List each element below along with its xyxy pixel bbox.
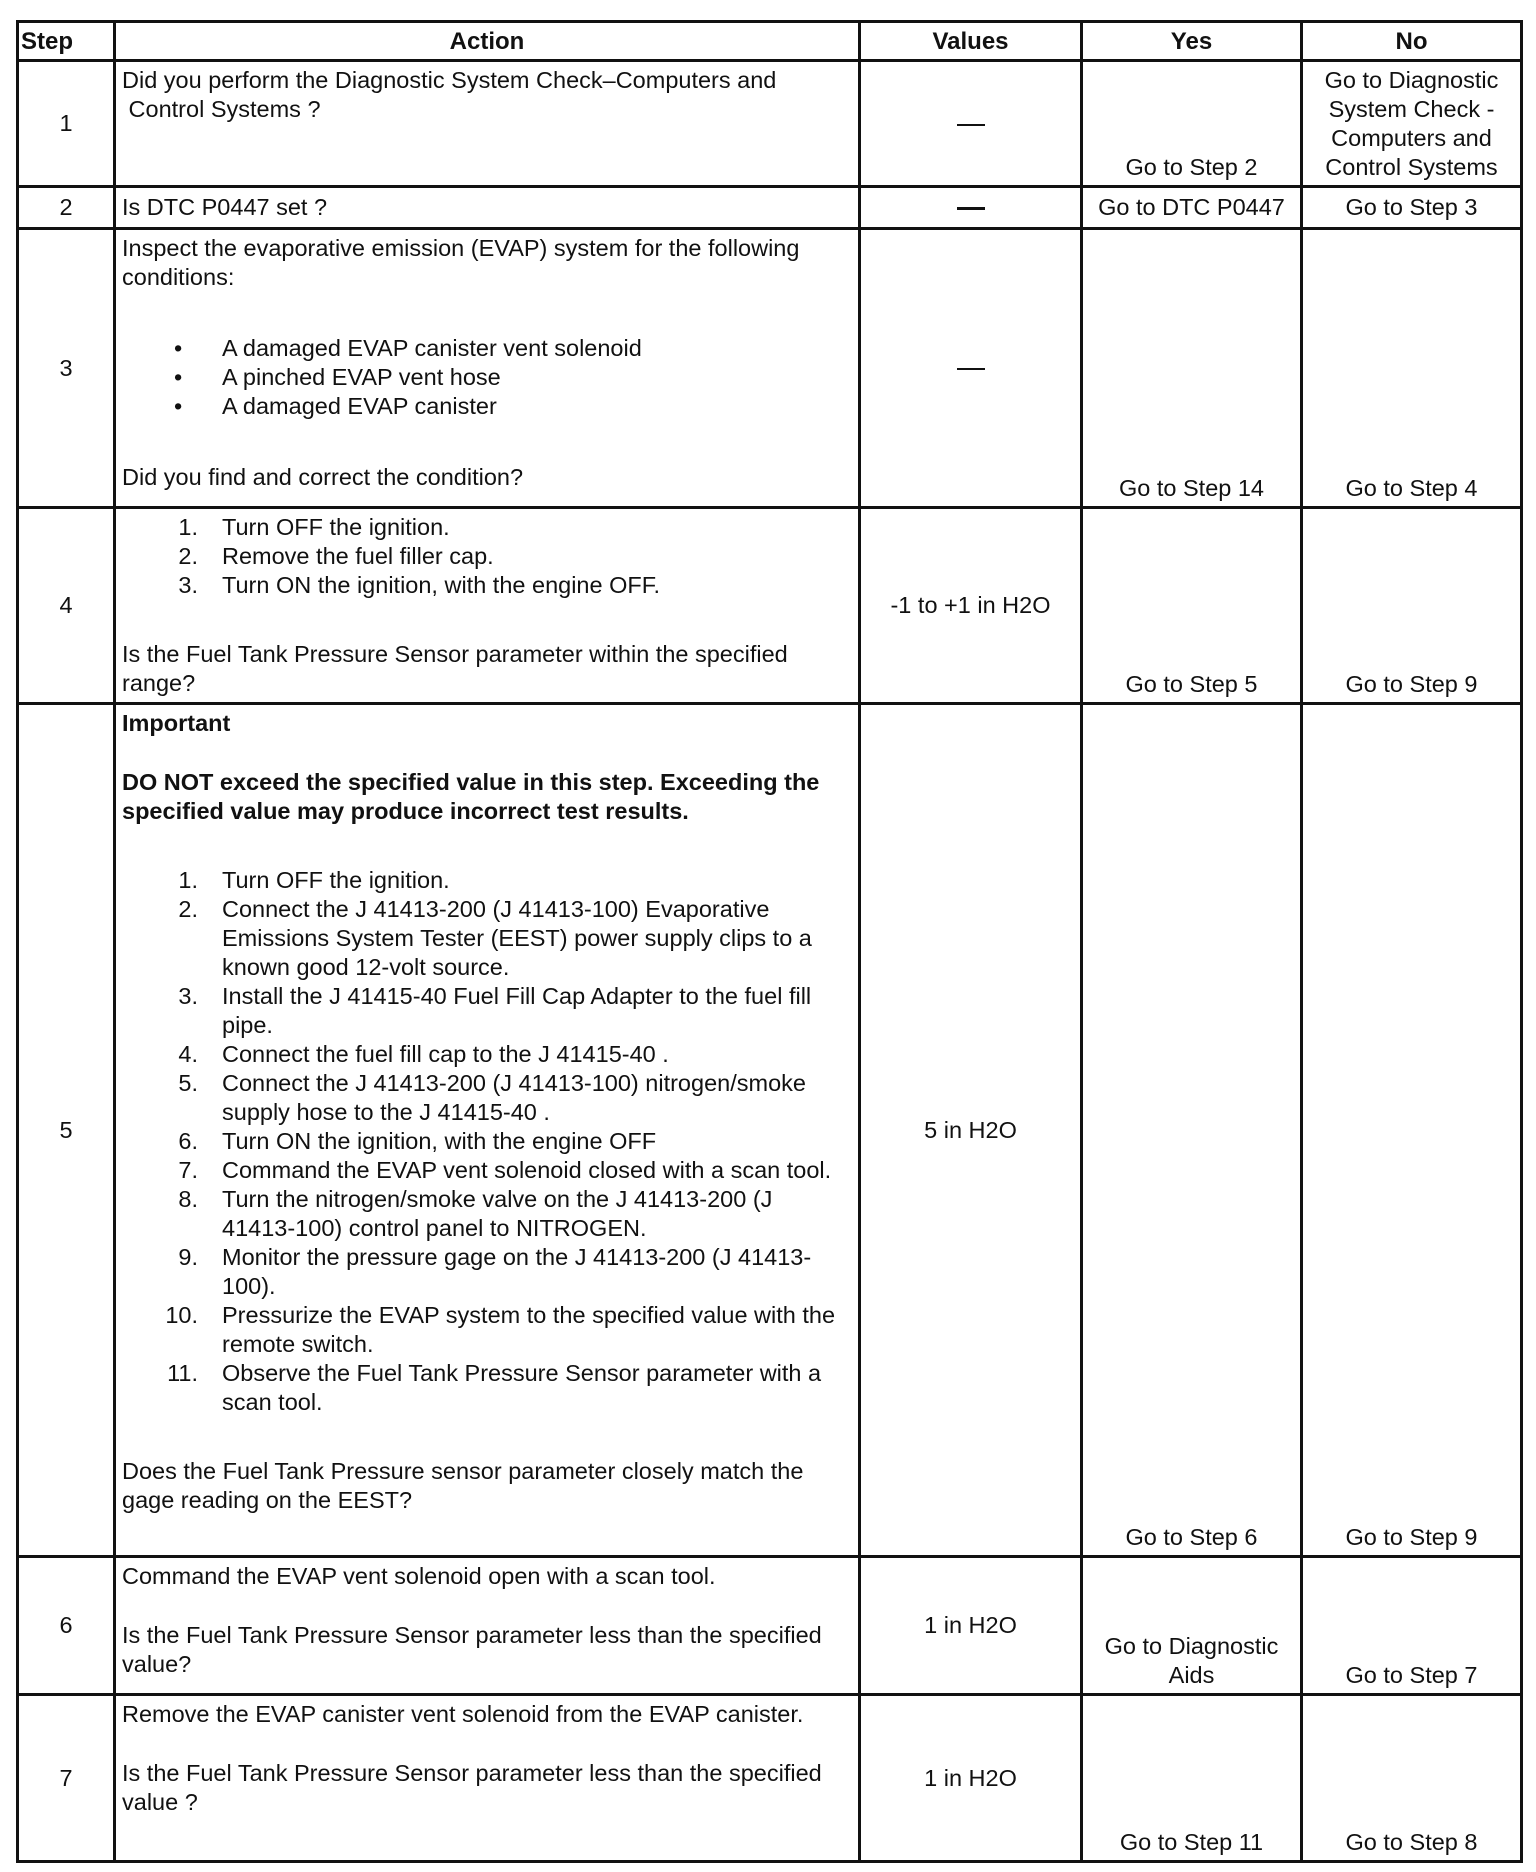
- diagnostic-table: [16, 20, 1523, 1863]
- list-item: 6. Turn ON the ignition, with the engine OFF: [178, 1128, 657, 1154]
- yes-cell: Go to Step 14: [1082, 229, 1302, 508]
- important-heading: Important: [122, 710, 231, 736]
- yes-cell: Go to Step 5: [1082, 508, 1302, 704]
- condition-list: [122, 334, 852, 421]
- em-dash: [957, 124, 985, 126]
- yes-cell: Go to Step 6: [1082, 704, 1302, 1557]
- list-item: 7. Command the EVAP vent solenoid closed with a scan tool.: [178, 1157, 832, 1183]
- list-item: • A pinched EVAP vent hose: [122, 363, 852, 392]
- header-row: [18, 22, 1522, 61]
- no-cell: Go to Step 9: [1302, 704, 1522, 1557]
- action-question: Is the Fuel Tank Pressure Sensor parameter within the specified range?: [122, 641, 788, 696]
- table-row: [18, 1557, 1522, 1695]
- action-intro: Inspect the evaporative emission (EVAP) system for the following conditions:: [122, 235, 800, 290]
- action-intro: Remove the EVAP canister vent solenoid from the EVAP canister.: [122, 1701, 804, 1727]
- no-cell: Go to Diagnostic System Check - Computers and Control Systems: [1302, 61, 1522, 187]
- step-number: 7: [18, 1695, 115, 1862]
- header-values: Values: [860, 22, 1082, 61]
- action-cell: [115, 229, 860, 508]
- table-row: [18, 1695, 1522, 1862]
- important-note: DO NOT exceed the specified value in this step. Exceeding the specified value may produce incorrect test results.: [122, 769, 820, 824]
- list-item: 10. Pressurize the EVAP system to the specified value with the remote switch.: [165, 1302, 836, 1357]
- step-number: 5: [18, 704, 115, 1557]
- no-cell: Go to Step 9: [1302, 508, 1522, 704]
- step-number: 6: [18, 1557, 115, 1695]
- yes-cell: Go to DTC P0447: [1082, 187, 1302, 229]
- action-question: Does the Fuel Tank Pressure sensor parameter closely match the gage reading on the EEST?: [122, 1458, 804, 1513]
- action-question: Is the Fuel Tank Pressure Sensor parameter less than the specified value ?: [122, 1760, 822, 1815]
- list-item: 2. Connect the J 41413-200 (J 41413-100) Evaporative Emissions System Tester (EEST) power supply clips to a known good 12-volt source.: [178, 896, 812, 980]
- value-cell: 5 in H2O: [860, 704, 1082, 1557]
- step-number: 1: [18, 61, 115, 187]
- action-intro: Command the EVAP vent solenoid open with a scan tool.: [122, 1563, 716, 1589]
- value-cell: [860, 229, 1082, 508]
- yes-cell: Go to Diagnostic Aids: [1082, 1557, 1302, 1695]
- list-item: 11. Observe the Fuel Tank Pressure Sensor parameter with a scan tool.: [167, 1360, 822, 1415]
- no-cell: Go to Step 3: [1302, 187, 1522, 229]
- list-item: 1. Turn OFF the ignition.: [178, 514, 450, 540]
- list-item: 1. Turn OFF the ignition.: [178, 867, 450, 893]
- em-dash: [957, 207, 985, 210]
- no-cell: Go to Step 8: [1302, 1695, 1522, 1862]
- value-cell: -1 to +1 in H2O: [860, 508, 1082, 704]
- list-item: 3. Install the J 41415-40 Fuel Fill Cap Adapter to the fuel fill pipe.: [178, 983, 812, 1038]
- value-cell: 1 in H2O: [860, 1695, 1082, 1862]
- yes-cell: Go to Step 11: [1082, 1695, 1302, 1862]
- action-cell: [115, 187, 860, 229]
- table-row: [18, 61, 1522, 187]
- action-cell: [115, 704, 860, 1557]
- diagnostic-table-sheet: [16, 20, 1523, 1863]
- list-item: 2. Remove the fuel filler cap.: [178, 543, 494, 569]
- list-item: • A damaged EVAP canister vent solenoid: [122, 334, 852, 363]
- action-text: Control Systems ?: [122, 96, 321, 122]
- value-cell: [860, 61, 1082, 187]
- action-text: Is DTC P0447 set ?: [122, 194, 328, 220]
- list-item: 9. Monitor the pressure gage on the J 41413-200 (J 41413-100).: [178, 1244, 812, 1299]
- step-number: 2: [18, 187, 115, 229]
- action-text: Did you perform the Diagnostic System Check–Computers and: [122, 67, 777, 93]
- step-number: 3: [18, 229, 115, 508]
- action-cell: [115, 61, 860, 187]
- header-action: Action: [115, 22, 860, 61]
- list-item: 4. Connect the fuel fill cap to the J 41415-40 .: [178, 1041, 669, 1067]
- action-question: Did you find and correct the condition?: [122, 464, 524, 490]
- procedure-list: [122, 866, 852, 1417]
- table-row: [18, 508, 1522, 704]
- list-item: • A damaged EVAP canister: [122, 392, 852, 421]
- table-row: [18, 704, 1522, 1557]
- header-yes: Yes: [1082, 22, 1302, 61]
- no-cell: Go to Step 7: [1302, 1557, 1522, 1695]
- header-no: No: [1302, 22, 1522, 61]
- step-number: 4: [18, 508, 115, 704]
- yes-cell: Go to Step 2: [1082, 61, 1302, 187]
- value-cell: [860, 187, 1082, 229]
- procedure-list: [122, 513, 852, 600]
- table-row: [18, 229, 1522, 508]
- list-item: 3. Turn ON the ignition, with the engine OFF.: [178, 572, 661, 598]
- em-dash: [957, 368, 985, 370]
- list-item: 5. Connect the J 41413-200 (J 41413-100) nitrogen/smoke supply hose to the J 41415-40 .: [178, 1070, 806, 1125]
- value-cell: 1 in H2O: [860, 1557, 1082, 1695]
- list-item: 8. Turn the nitrogen/smoke valve on the J 41413-200 (J 41413-100) control panel to NITROGEN.: [178, 1186, 773, 1241]
- header-step: Step: [18, 22, 115, 61]
- table-row: [18, 187, 1522, 229]
- action-cell: [115, 1695, 860, 1862]
- action-cell: [115, 1557, 860, 1695]
- action-question: Is the Fuel Tank Pressure Sensor parameter less than the specified value?: [122, 1622, 822, 1677]
- action-cell: [115, 508, 860, 704]
- no-cell: Go to Step 4: [1302, 229, 1522, 508]
